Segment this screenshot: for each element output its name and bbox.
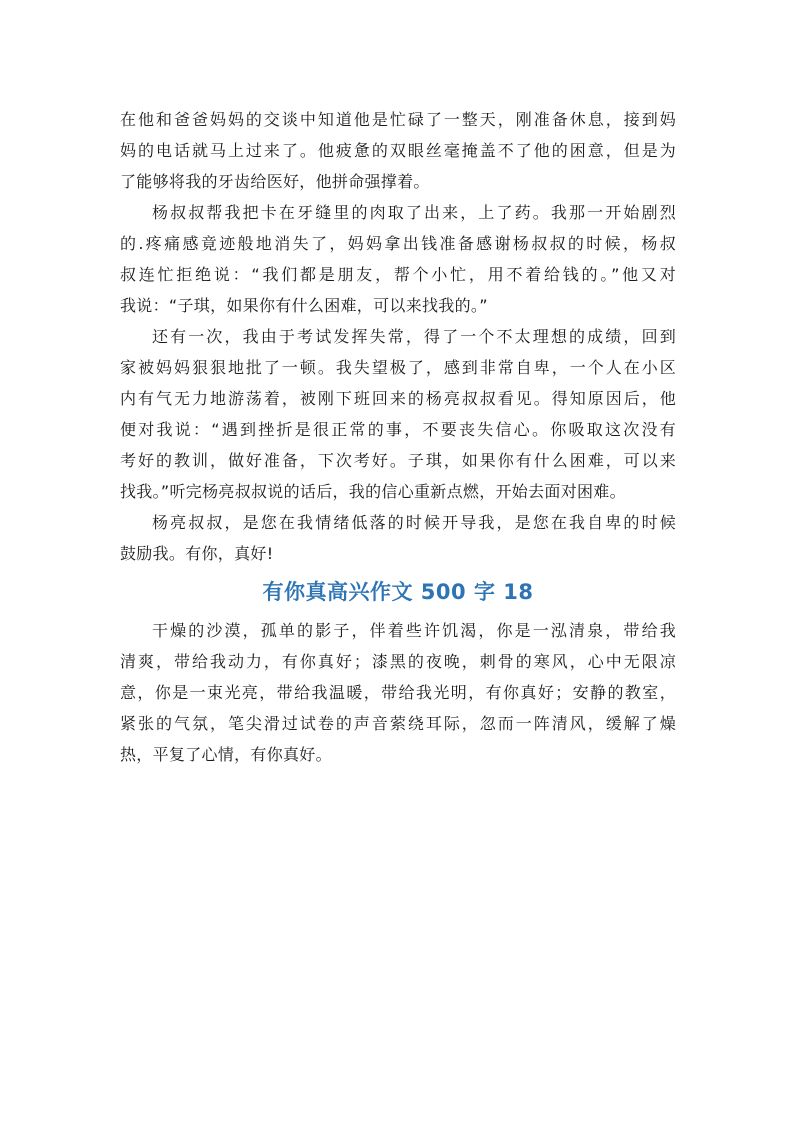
text-line: 便对我说：“遇到挫折是很正常的事，不要丧失信心。你吸取这次没有: [120, 420, 676, 439]
text-line: 还有一次，我由于考试发挥失常，得了一个不太理想的成绩，回到: [152, 327, 676, 346]
text-line: 杨亮叔叔，是您在我情绪低落的时候开导我，是您在我自卑的时候: [152, 513, 676, 532]
paragraph-3: [120, 321, 676, 507]
text-line: 妈的电话就马上过来了。他疲惫的双眼丝毫掩盖不了他的困意，但是为: [120, 141, 676, 160]
paragraph-1: [120, 104, 676, 197]
section-heading: 有你真高兴作文 500 字 18: [262, 580, 534, 604]
text-line: 杨叔叔帮我把卡在牙缝里的肉取了出来，上了药。我那一开始剧烈: [152, 203, 676, 222]
document-page: [120, 104, 676, 770]
text-line: 找我。”听完杨亮叔叔说的话后，我的信心重新点燃，开始去面对困难。: [120, 482, 626, 501]
paragraph-4: [120, 507, 676, 569]
text-line: 叔连忙拒绝说：“我们都是朋友，帮个小忙，用不着给钱的。”他又对: [120, 265, 676, 284]
text-line: 我说：“子琪，如果你有什么困难，可以来找我的。”: [120, 296, 488, 315]
text-line: 考好的教训，做好准备，下次考好。子琪，如果你有什么困难，可以来: [120, 451, 676, 470]
text-line: 清爽，带给我动力，有你真好；漆黑的夜晚，刺骨的寒风，心中无限凉: [120, 652, 676, 671]
text-line: 的.疼痛感竟迹般地消失了，妈妈拿出钱准备感谢杨叔叔的时候，杨叔: [120, 234, 676, 253]
paragraph-5: [120, 615, 676, 770]
text-line: 热，平复了心情，有你真好。: [120, 745, 332, 764]
text-line: 意，你是一束光亮，带给我温暖，带给我光明，有你真好；安静的教室，: [120, 683, 676, 702]
text-line: 内有气无力地游荡着，被刚下班回来的杨亮叔叔看见。得知原因后，他: [120, 389, 676, 408]
text-line: 在他和爸爸妈妈的交谈中知道他是忙碌了一整天，刚准备休息，接到妈: [120, 110, 676, 129]
text-line: 干燥的沙漠，孤单的影子，伴着些许饥渴，你是一泓清泉，带给我: [152, 621, 676, 640]
text-line: 鼓励我。有你，真好!: [120, 544, 274, 563]
text-line: 了能够将我的牙齿给医好，他拼命强撑着。: [120, 172, 430, 191]
paragraph-2: [120, 197, 676, 321]
text-line: 家被妈妈狠狠地批了一顿。我失望极了，感到非常自卑，一个人在小区: [120, 358, 676, 377]
text-line: 紧张的气氛，笔尖滑过试卷的声音萦绕耳际，忽而一阵清风，缓解了燥: [120, 714, 676, 733]
